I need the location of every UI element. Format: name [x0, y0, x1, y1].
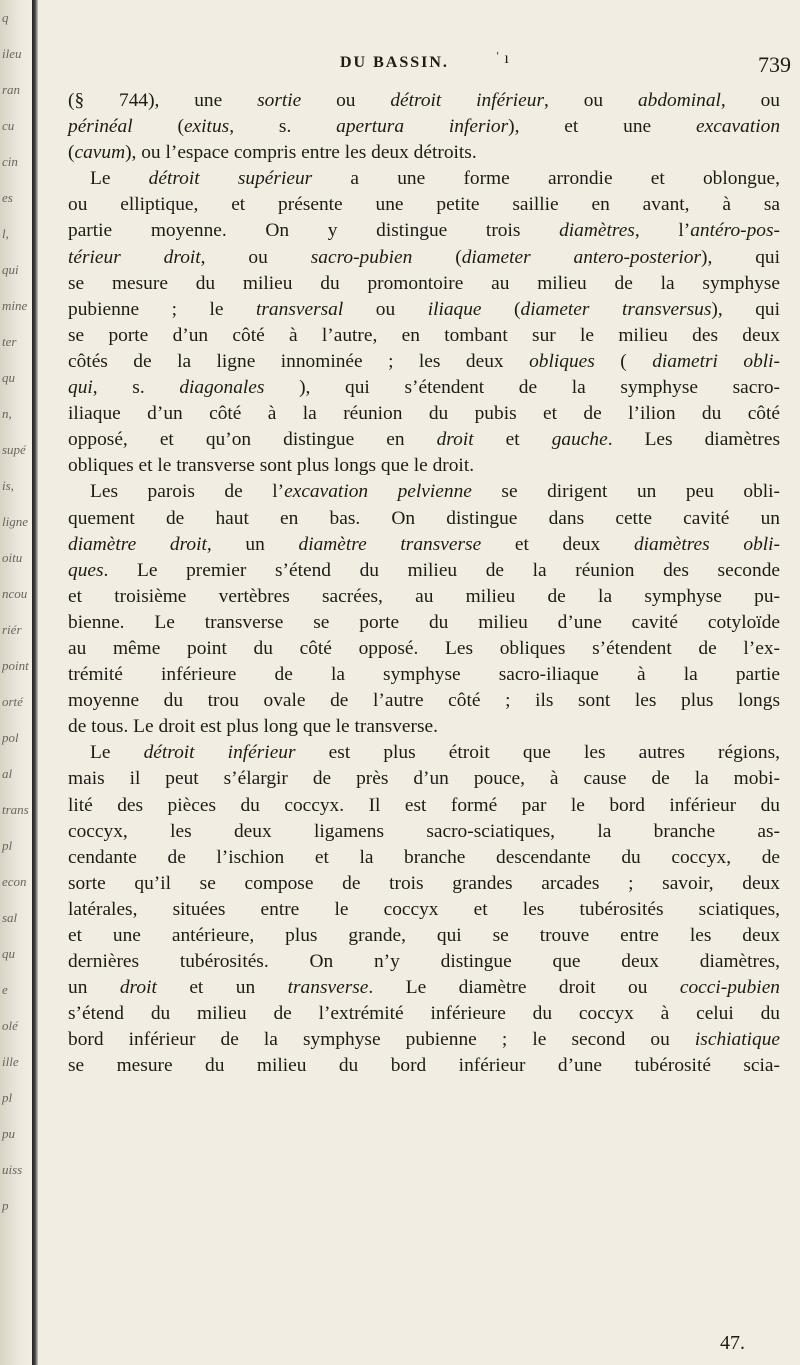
- text-run: latérales, situées entre le coccyx et les tubérosités sciatiques,: [68, 898, 780, 920]
- italic-term: transversal: [256, 298, 344, 320]
- text-run: se porte d’un côté à l’autre, en tombant sur le milieu des deux: [68, 324, 780, 346]
- text-run: ), ou l’espace compris entre les deux détroits.: [125, 142, 477, 164]
- italic-term: diamètres obli-: [633, 533, 780, 555]
- text-line: [68, 349, 780, 375]
- text-run: , un: [206, 533, 299, 555]
- text-run: lité des pièces du coccyx. Il est formé par le bord inférieur du: [68, 794, 780, 816]
- text-line: [68, 871, 780, 897]
- text-run: quement de haut en bas. On distingue dans cette cavité un: [68, 507, 780, 529]
- text-run: a une forme arrondie et oblongue,: [312, 168, 780, 190]
- italic-term: détroit inférieur: [143, 742, 296, 764]
- text-line: [68, 688, 780, 714]
- bleed-fragment: pl: [2, 838, 13, 853]
- text-run: . Les diamètres: [607, 429, 780, 451]
- bleed-fragment: oitu: [2, 550, 23, 565]
- bleed-fragment: cin: [2, 154, 18, 169]
- text-line: [68, 662, 780, 688]
- text-run: Le: [90, 742, 144, 764]
- text-line: [68, 323, 780, 349]
- text-run: se mesure du milieu du bord inférieur d’une tubérosité scia-: [68, 1055, 780, 1077]
- italic-term: excavation pelvienne: [284, 481, 472, 503]
- text-line: [68, 610, 780, 636]
- bleed-fragment: ter: [2, 334, 17, 349]
- text-line: [68, 114, 780, 140]
- text-line: [68, 271, 780, 297]
- text-line: [68, 401, 780, 427]
- text-line: [68, 375, 780, 401]
- text-run: . Le diamètre droit ou: [368, 977, 680, 999]
- text-run: (: [132, 116, 184, 138]
- bleed-fragment: supé: [2, 442, 26, 457]
- text-line: [68, 427, 780, 453]
- bleed-fragment: l,: [2, 226, 9, 241]
- running-head-title: DU BASSIN.: [340, 54, 449, 71]
- bleed-fragment: pu: [2, 1126, 15, 1141]
- italic-term: diametri obli-: [652, 350, 780, 372]
- bleed-fragment: pl: [2, 1090, 13, 1105]
- text-run: mais il peut s’élargir de près d’un pouce, à cause de la mobi-: [68, 768, 780, 790]
- text-line: [68, 949, 780, 975]
- bleed-fragment: ileu: [2, 46, 22, 61]
- bleed-fragment: qui: [2, 262, 19, 277]
- bleed-fragment: qu: [2, 370, 15, 385]
- text-run: ), et une: [508, 116, 697, 138]
- bleed-fragment: ran: [2, 82, 21, 97]
- bleed-fragment: sal: [2, 910, 18, 925]
- bleed-fragment: mine: [2, 298, 28, 313]
- italic-term: droit: [119, 977, 157, 999]
- italic-term: iliaque: [427, 298, 482, 320]
- text-run: partie moyenne. On y distingue trois: [68, 220, 560, 242]
- text-run: bienne. Le transverse se porte du milieu d’une cavité cotyloïde: [68, 611, 780, 633]
- text-run: , ou: [544, 90, 638, 111]
- text-run: (: [412, 246, 462, 268]
- italic-term: excavation: [696, 116, 781, 138]
- page-number: 739: [758, 52, 791, 77]
- bleed-fragment: pol: [2, 730, 19, 745]
- text-run: , ou: [200, 246, 311, 268]
- text-line: [68, 897, 780, 923]
- text-line: [68, 453, 780, 479]
- text-line: [68, 479, 780, 505]
- text-line: [68, 140, 780, 166]
- italic-term: détroit supérieur: [148, 168, 313, 190]
- text-line: [68, 192, 780, 218]
- binding-edge: [32, 0, 38, 1365]
- bleed-fragment: orté: [2, 694, 23, 709]
- italic-term: détroit inférieur: [390, 90, 545, 111]
- text-run: , l’: [634, 220, 691, 242]
- italic-term: exitus: [183, 116, 230, 138]
- text-run: dernières tubérosités. On n’y distingue que deux diamètres,: [68, 951, 780, 973]
- text-line: [68, 88, 780, 114]
- text-run: et troisième vertèbres sacrées, au milieu de la symphyse pu-: [68, 585, 780, 607]
- italic-term: diagonales: [179, 377, 265, 399]
- italic-term: térieur droit: [68, 246, 201, 268]
- text-run: et un: [156, 977, 288, 999]
- text-run: côtés de la ligne innominée ; les deux: [68, 350, 530, 372]
- text-run: se dirigent un peu obli-: [471, 481, 780, 503]
- bleed-fragment: cu: [2, 118, 15, 133]
- bleed-fragment: q: [2, 10, 9, 25]
- italic-term: diamètre transverse: [298, 533, 482, 555]
- text-run: et une antérieure, plus grande, qui se trouve entre les deux: [68, 925, 780, 946]
- text-line: [68, 245, 780, 271]
- italic-term: ischiatique: [694, 1029, 780, 1051]
- facing-page-bleed: [0, 0, 30, 1365]
- text-run: est plus étroit que les autres régions,: [295, 742, 780, 764]
- text-line: [68, 1001, 780, 1027]
- bleed-fragment: point: [2, 658, 29, 673]
- text-run: et deux: [481, 533, 634, 555]
- text-run: sorte qu’il se compose de trois grandes arcades ; savoir, deux: [68, 872, 780, 894]
- bleed-fragment: n,: [2, 406, 12, 421]
- text-run: , ou: [720, 90, 780, 111]
- text-line: [68, 558, 780, 584]
- text-run: ou elliptique, et présente une petite saillie en avant, à sa: [68, 194, 780, 216]
- text-run: cendante de l’ischion et la branche descendante du coccyx, de: [68, 846, 780, 868]
- running-head: [40, 48, 791, 82]
- text-line: [68, 636, 780, 662]
- text-line: [68, 740, 780, 766]
- body-text: [68, 88, 780, 1080]
- bleed-fragment: ligne: [2, 514, 28, 529]
- text-line: [68, 166, 780, 192]
- text-run: (: [481, 298, 521, 320]
- text-run: se mesure du milieu du promontoire au milieu de la symphyse: [68, 272, 780, 294]
- italic-term: obliques: [529, 350, 595, 372]
- italic-term: périnéal: [68, 116, 133, 138]
- bleed-fragment: olé: [2, 1018, 18, 1033]
- bleed-fragment: riér: [2, 622, 22, 637]
- text-run: iliaque d’un côté à la réunion du pubis et de l’ilion du côté: [68, 403, 780, 425]
- text-line: [68, 1053, 780, 1079]
- text-line: [68, 532, 780, 558]
- italic-term: apertura inferior: [336, 116, 509, 138]
- text-line: [68, 793, 780, 819]
- text-run: au même point du côté opposé. Les obliques s’étendent de l’ex-: [68, 637, 780, 659]
- text-line: [68, 297, 780, 323]
- text-run: (§ 744), une: [68, 90, 258, 111]
- bleed-fragment: trans: [2, 802, 29, 817]
- text-line: [68, 766, 780, 792]
- italic-term: droit: [436, 429, 474, 451]
- italic-term: antéro-pos-: [690, 220, 780, 242]
- italic-term: diamètres: [559, 220, 635, 242]
- text-run: pubienne ; le: [68, 298, 256, 320]
- text-run: . Le premier s’étend du milieu de la réunion des seconde: [103, 559, 780, 581]
- text-run: ou: [343, 298, 428, 320]
- text-run: opposé, et qu’on distingue en: [68, 429, 437, 451]
- text-line: [68, 923, 780, 949]
- italic-term: transverse: [287, 977, 369, 999]
- running-head-mark: ˈ ı: [495, 50, 509, 67]
- bleed-fragment: is,: [2, 478, 14, 493]
- text-run: et: [473, 429, 552, 451]
- italic-term: diameter transversus: [520, 298, 712, 320]
- text-run: s’étend du milieu de l’extrémité inférieure du coccyx à celui du: [68, 1003, 780, 1025]
- text-run: Les parois de l’: [90, 481, 285, 503]
- text-run: ), qui s’étendent de la symphyse sacro-: [264, 377, 780, 399]
- italic-term: sortie: [257, 90, 302, 111]
- text-run: bord inférieur de la symphyse pubienne ; le second ou: [68, 1029, 695, 1051]
- italic-term: ques: [68, 559, 104, 581]
- bleed-fragment: qu: [2, 946, 15, 961]
- bleed-fragment: ille: [2, 1054, 19, 1069]
- italic-term: abdominal: [637, 90, 721, 111]
- text-line: [68, 1027, 780, 1053]
- text-run: , s.: [229, 116, 337, 138]
- bleed-fragment: ncou: [2, 586, 28, 601]
- italic-term: cavum: [74, 142, 126, 164]
- text-run: ), qui: [711, 298, 780, 320]
- text-run: un: [68, 977, 120, 999]
- text-run: moyenne du trou ovale de l’autre côté ; ils sont les plus longs: [68, 690, 780, 712]
- text-line: [68, 819, 780, 845]
- italic-term: cocci-pubien: [679, 977, 780, 999]
- italic-term: sacro-pubien: [310, 246, 413, 268]
- text-run: coccyx, les deux ligamens sacro-sciatiques, la branche as-: [68, 820, 780, 842]
- text-run: Le: [90, 168, 149, 190]
- italic-term: diameter antero-posterior: [461, 246, 702, 268]
- text-line: [68, 584, 780, 610]
- italic-term: diamètre droit: [68, 533, 207, 555]
- bleed-fragment: e: [2, 982, 8, 997]
- text-run: ), qui: [701, 246, 781, 268]
- bleed-fragment: es: [2, 190, 13, 205]
- bleed-fragment: econ: [2, 874, 27, 889]
- text-line: [68, 714, 780, 740]
- text-line: [68, 845, 780, 871]
- bleed-fragment: uiss: [2, 1162, 23, 1177]
- italic-term: qui: [68, 377, 93, 399]
- text-run: trémité inférieure de la symphyse sacro-iliaque à la partie: [68, 664, 780, 686]
- italic-term: gauche: [551, 429, 608, 451]
- text-run: ou: [301, 90, 391, 111]
- text-line: [68, 506, 780, 532]
- text-run: , s.: [92, 377, 180, 399]
- bleed-fragment: al: [2, 766, 13, 781]
- text-line: [68, 975, 780, 1001]
- text-line: [68, 218, 780, 244]
- text-run: (: [594, 350, 653, 372]
- bleed-fragment: p: [2, 1198, 9, 1213]
- text-run: obliques et le transverse sont plus longs que le droit.: [68, 455, 475, 477]
- text-run: (: [68, 142, 75, 164]
- signature-mark: 47.: [720, 1332, 745, 1354]
- text-run: de tous. Le droit est plus long que le transverse.: [68, 716, 438, 738]
